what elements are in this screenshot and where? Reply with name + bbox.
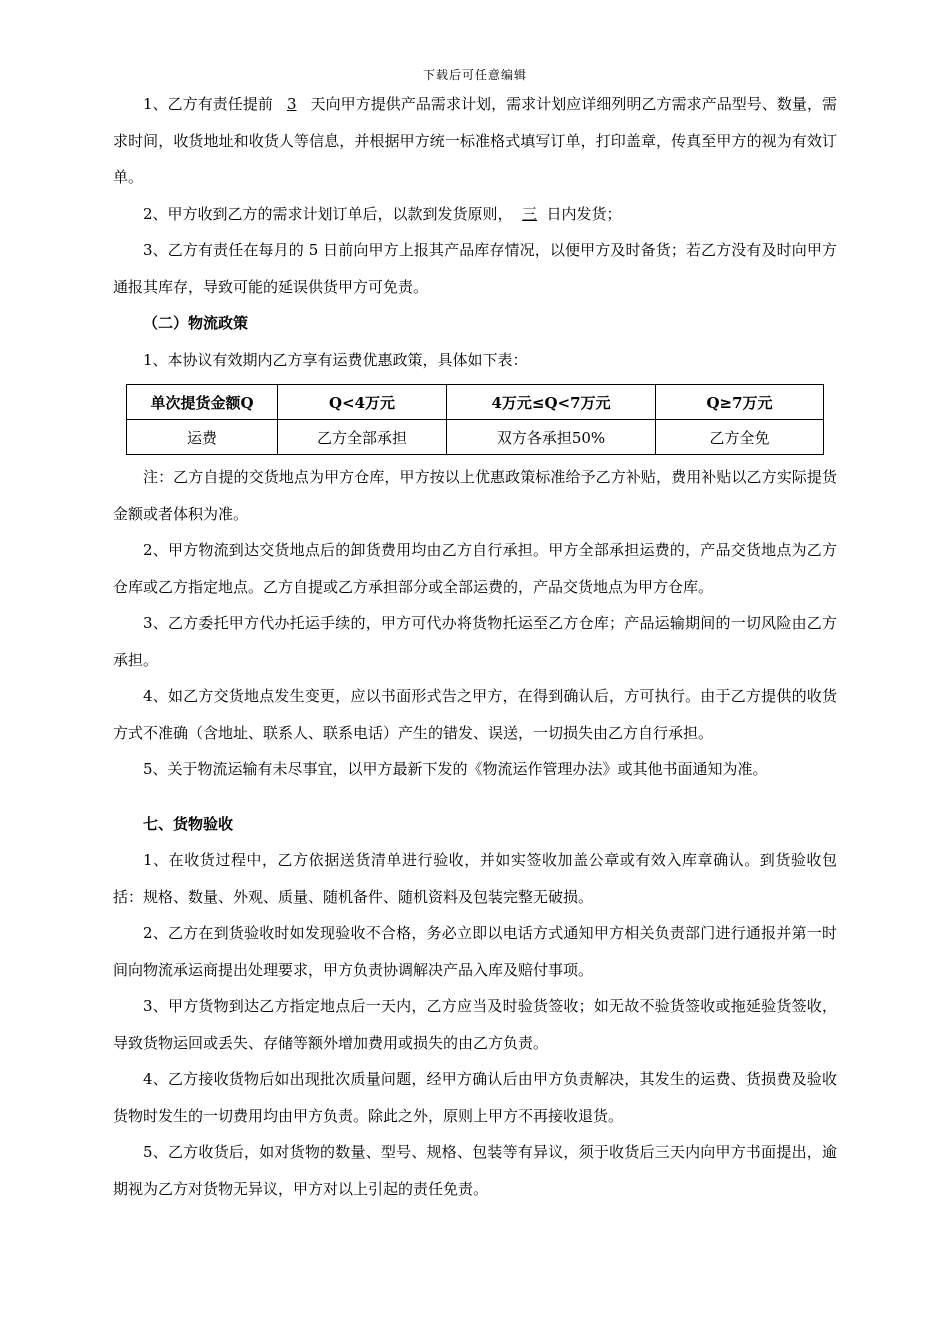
text-segment: 2、甲方收到乙方的需求计划订单后，以款到发货原则，	[143, 204, 513, 223]
lead-days-value: 3	[286, 95, 297, 113]
table-row	[127, 420, 824, 455]
section-title-logistics: （二）物流政策	[143, 314, 249, 332]
table-header-cell: 单次提货金额Q	[127, 385, 278, 420]
text-segment: 日内发货；	[546, 204, 622, 223]
table-header-cell: Q≥7万元	[656, 385, 824, 420]
table-cell: 双方各承担50%	[447, 420, 656, 455]
table-cell: 乙方全免	[656, 420, 824, 455]
paragraph-logistics-2: 2、甲方物流到达交货地点后的卸货费用均由乙方自行承担。甲方全部承担运费的，产品交货地点为乙方仓库或乙方指定地点。乙方自提或乙方承担部分或全部运费的，产品交货地点为甲方仓库。	[113, 541, 837, 596]
paragraph-acceptance-1: 1、在收货过程中，乙方依据送货清单进行验收，并如实签收加盖公章或有效入库章确认。到货验收包括：规格、数量、外观、质量、随机备件、随机资料及包装完整无破损。	[113, 851, 837, 906]
paragraph-logistics-4: 4、如乙方交货地点发生变更，应以书面形式告之甲方，在得到确认后，方可执行。由于乙方提供的收货方式不准确（含地址、联系人、联系电话）产生的错发、误送，一切损失由乙方自行承担。	[113, 687, 837, 742]
table-header-cell: Q<4万元	[278, 385, 447, 420]
freight-policy-table	[126, 384, 824, 455]
paragraph-supply-2	[113, 196, 837, 233]
ship-days-value: 三	[522, 204, 538, 223]
paragraph-logistics-3: 3、乙方委托甲方代办托运手续的，甲方可代办将货物托运至乙方仓库；产品运输期间的一切风险由乙方承担。	[113, 614, 837, 669]
paragraph-acceptance-3: 3、甲方货物到达乙方指定地点后一天内，乙方应当及时验货签收；如无故不验货签收或拖延验货签收，导致货物运回或丢失、存储等额外增加费用或损失的由乙方负责。	[113, 997, 837, 1052]
paragraph-supply-1	[113, 86, 837, 196]
section-spacer	[113, 788, 837, 806]
paragraph-logistics-1: 1、本协议有效期内乙方享有运费优惠政策，具体如下表：	[143, 350, 528, 369]
paragraph-acceptance-5: 5、乙方收货后，如对货物的数量、型号、规格、包装等有异议，须于收货后三天内向甲方书面提出，逾期视为乙方对货物无异议，甲方对以上引起的责任免责。	[113, 1143, 837, 1198]
table-header-cell: 4万元≤Q<7万元	[447, 385, 656, 420]
table-header-row	[127, 385, 824, 420]
document-body	[113, 86, 837, 1207]
table-cell: 运费	[127, 420, 278, 455]
paragraph-logistics-5: 5、关于物流运输有未尽事宜，以甲方最新下发的《物流运作管理办法》或其他书面通知为准。	[143, 760, 768, 778]
page-header: 下载后可任意编辑	[422, 68, 527, 82]
paragraph-table-note: 注：乙方自提的交货地点为甲方仓库，甲方按以上优惠政策标准给予乙方补贴，费用补贴以乙方实际提货金额或者体积为准。	[113, 468, 837, 523]
text-segment: 天向甲方提供产品需求计划，需求计划应详细列明乙方需求产品型号、数量，需求时间，收货地址和收货人等信息，并根据甲方统一标准格式填写订单，打印盖章，传真至甲方的视为有效订单。	[113, 95, 838, 186]
section-title-acceptance: 七、货物验收	[143, 814, 234, 833]
table-cell: 乙方全部承担	[278, 420, 447, 455]
paragraph-supply-3: 3、乙方有责任在每月的 5 日前向甲方上报其产品库存情况，以便甲方及时备货；若乙方没有及时向甲方通报其库存，导致可能的延误供货甲方可免责。	[113, 241, 837, 296]
paragraph-acceptance-4: 4、乙方接收货物后如出现批次质量问题，经甲方确认后由甲方负责解决，其发生的运费、货损费及验收货物时发生的一切费用均由甲方负责。除此之外，原则上甲方不再接收退货。	[113, 1070, 837, 1125]
text-segment: 1、乙方有责任提前	[143, 95, 278, 113]
paragraph-acceptance-2: 2、乙方在到货验收时如发现验收不合格，务必立即以电话方式通知甲方相关负责部门进行通报并第一时间向物流承运商提出处理要求，甲方负责协调解决产品入库及赔付事项。	[113, 924, 837, 979]
